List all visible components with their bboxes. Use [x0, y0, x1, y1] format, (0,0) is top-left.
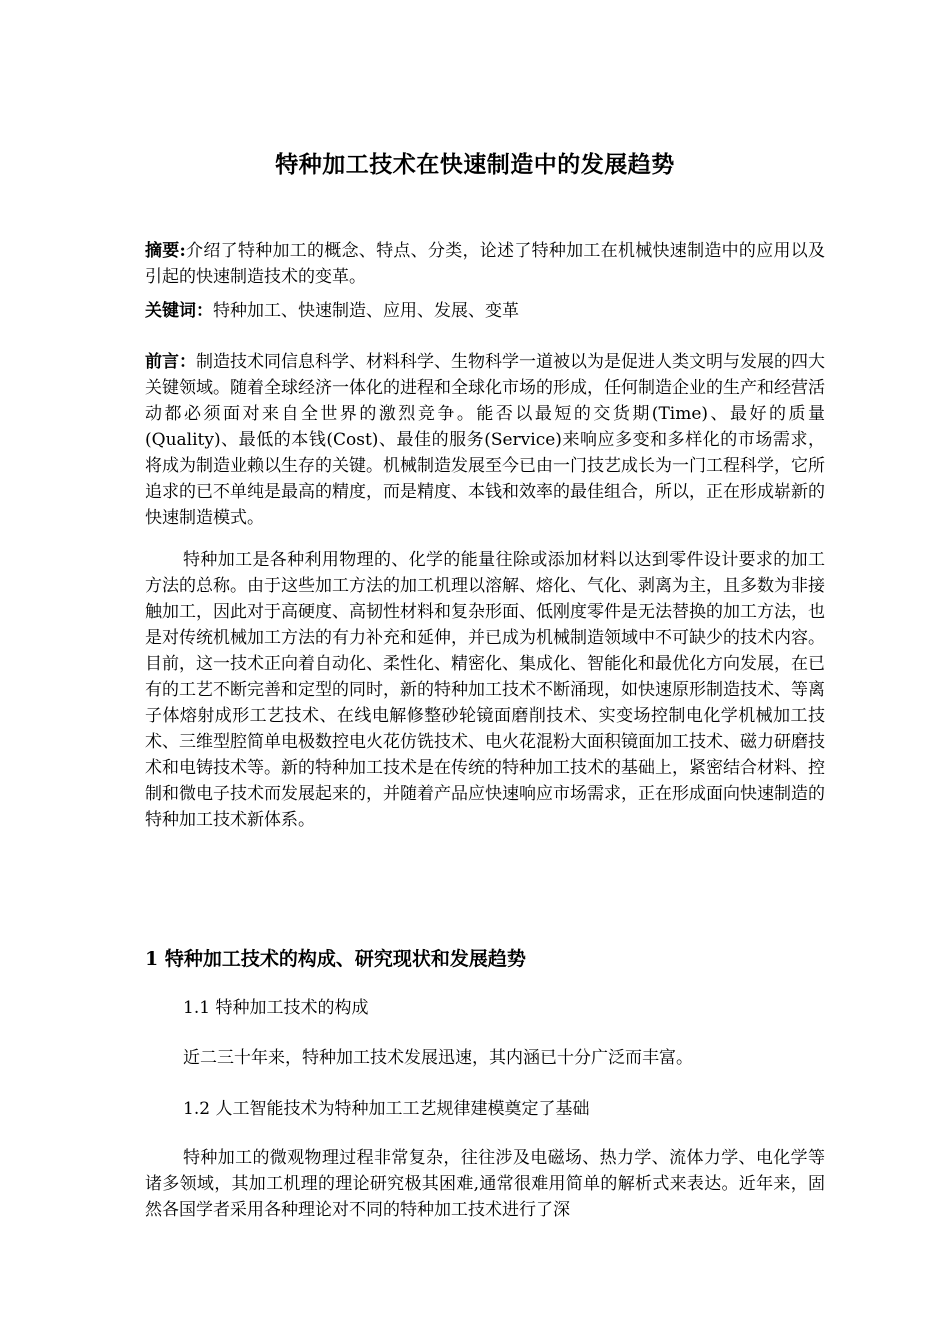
subsection-1-1-title: 1.1 特种加工技术的构成 — [183, 998, 369, 1018]
subsection-1-2-text: 特种加工的微观物理过程非常复杂，往往涉及电磁场、热力学、流体力学、电化学等诸多领域，其加工机理的理论研究极其困难,通常很难用简单的解析式来表达。近年来，固然各国学者采用各种理论对不同的特种加工技术进行了深 — [145, 1148, 825, 1220]
keywords-label: 关键词： — [145, 301, 213, 321]
section-1-heading: 1 特种加工技术的构成、研究现状和发展趋势 — [145, 948, 526, 970]
document-title: 特种加工技术在快速制造中的发展趋势 — [275, 151, 675, 178]
preface-paragraph — [145, 349, 825, 531]
preface-label: 前言： — [145, 352, 196, 372]
keywords-paragraph — [145, 298, 825, 324]
subsection-1-1-text: 近二三十年来，特种加工技术发展迅速，其内涵已十分广泛而丰富。 — [183, 1048, 693, 1068]
keywords-text: 特种加工、快速制造、应用、发展、变革 — [213, 301, 519, 321]
abstract-text: 介绍了特种加工的概念、特点、分类，论述了特种加工在机械快速制造中的应用以及引起的快速制造技术的变革。 — [145, 241, 825, 287]
preface-text: 制造技术同信息科学、材料科学、生物科学一道被以为是促进人类文明与发展的四大关键领域。随着全球经济一体化的进程和全球化市场的形成，任何制造企业的生产和经营活动都必须面对来自全世界的激烈竞争。能否以最短的交货期(Time)、最好的质量(Quality)、最低的本钱(Cost)、最佳的服务(Service)来响应多变和多样化的市场需求，将成为制造业赖以生存的关键。机械制造发展至今已由一门技艺成长为一门工程科学，它所追求的已不单纯是最高的精度，而是精度、本钱和效率的最佳组合，所以，正在形成崭新的快速制造模式。 — [145, 352, 825, 528]
abstract-paragraph — [145, 238, 825, 290]
subsection-1-2-title: 1.2 人工智能技术为特种加工工艺规律建模奠定了基础 — [183, 1099, 590, 1119]
intro-paragraph: 特种加工是各种利用物理的、化学的能量往除或添加材料以达到零件设计要求的加工方法的总称。由于这些加工方法的加工机理以溶解、熔化、气化、剥离为主，且多数为非接触加工，因此对于高硬度、高韧性材料和复杂形面、低刚度零件是无法替换的加工方法，也是对传统机械加工方法的有力补充和延伸，并已成为机械制造领域中不可缺少的技术内容。目前，这一技术正向着自动化、柔性化、精密化、集成化、智能化和最优化方向发展，在已有的工艺不断完善和定型的同时，新的特种加工技术不断涌现，如快速原形制造技术、等离子体熔射成形工艺技术、在线电解修整砂轮镜面磨削技术、实变场控制电化学机械加工技术、三维型腔简单电极数控电火花仿铣技术、电火花混粉大面积镜面加工技术、磁力研磨技术和电铸技术等。新的特种加工技术是在传统的特种加工技术的基础上，紧密结合材料、控制和微电子技术而发展起来的，并随着产品应快速响应市场需求，正在形成面向快速制造的特种加工技术新体系。 — [145, 550, 825, 830]
abstract-label: 摘要: — [145, 241, 186, 261]
